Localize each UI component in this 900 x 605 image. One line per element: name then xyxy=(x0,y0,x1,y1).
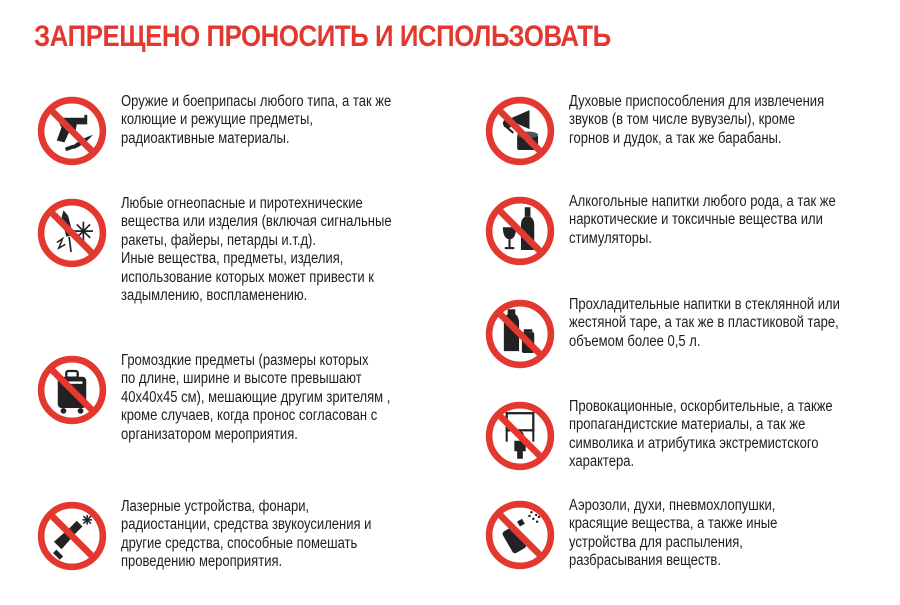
text-line: использование которых может привести к xyxy=(121,268,374,286)
item-text xyxy=(569,398,833,472)
text-line: устройства для распыления, xyxy=(569,533,743,551)
item-text xyxy=(569,193,836,248)
bottles-cans-icon xyxy=(482,296,558,372)
item-text xyxy=(121,195,392,305)
item-text xyxy=(121,93,391,148)
text-line: Лазерные устройства, фонари, xyxy=(121,498,310,515)
text-line: вещества или изделия (включая сигнальные xyxy=(121,213,392,231)
item-text xyxy=(121,352,390,444)
text-line: разбрасывания веществ. xyxy=(569,552,721,570)
text-line: горнов и дудок, а так же барабаны. xyxy=(569,129,782,147)
text-line: колющие и режущие предметы, xyxy=(121,111,313,129)
luggage-icon xyxy=(34,352,110,428)
text-line: жестяной таре, а так же в пластиковой таре, xyxy=(569,314,839,332)
text-line: символика и атрибутика экстремистского xyxy=(569,434,819,452)
text-line: стимуляторы. xyxy=(569,229,653,247)
banner-person-icon xyxy=(482,398,558,474)
alcohol-icon xyxy=(482,193,558,269)
text-line: задымлению, воспламенению. xyxy=(121,287,308,305)
text-line: объемом более 0,5 л. xyxy=(569,332,701,350)
text-line: ракеты, файеры, петарды и.т.д). xyxy=(121,231,317,249)
spray-can-icon xyxy=(482,497,558,573)
text-line: по длине, ширине и высоте превышают xyxy=(121,370,362,388)
text-line: кроме случаев, когда пронос согласован с xyxy=(121,407,378,425)
text-line: наркотические и токсичные вещества или xyxy=(569,211,823,229)
text-line: Любые огнеопасные и пиротехнические xyxy=(121,195,363,212)
flashlight-laser-icon xyxy=(34,498,110,574)
text-line: Аэрозоли, духи, пневмохлопушки, xyxy=(569,497,776,514)
text-line: Прохладительные напитки в стеклянной или xyxy=(569,296,840,313)
item-text xyxy=(121,498,371,572)
text-line: радиоактивные материалы. xyxy=(121,129,290,147)
weapon-icon xyxy=(34,93,110,169)
text-line: радиостанции, средства звукоусиления и xyxy=(121,516,372,534)
text-line: Алкогольные напитки любого рода, а так же xyxy=(569,193,836,210)
text-line: Громоздкие предметы (размеры которых xyxy=(121,352,369,369)
item-text xyxy=(569,497,777,571)
item-text xyxy=(569,93,824,148)
text-line: другие средства, способные помешать xyxy=(121,534,358,552)
text-line: проведению мероприятия. xyxy=(121,553,283,571)
text-line: организатором мероприятия. xyxy=(121,425,298,443)
text-line: Иные вещества, предметы, изделия, xyxy=(121,250,344,268)
text-line: звуков (в том числе вувузелы), кроме xyxy=(569,111,796,129)
text-line: Провокационные, оскорбительные, а также xyxy=(569,398,833,415)
horn-drum-icon xyxy=(482,93,558,169)
fireworks-icon xyxy=(34,195,110,271)
text-line: Оружие и боеприпасы любого типа, а так же xyxy=(121,93,392,110)
text-line: красящие вещества, а также иные xyxy=(569,515,778,533)
text-line: пропагандистские материалы, а так же xyxy=(569,416,806,434)
item-text xyxy=(569,296,840,351)
text-line: 40х40х45 см), мешающие другим зрителям , xyxy=(121,388,391,406)
text-line: Духовые приспособления для извлечения xyxy=(569,93,825,110)
text-line: характера. xyxy=(569,453,635,471)
page-title: ЗАПРЕЩЕНО ПРОНОСИТЬ И ИСПОЛЬЗОВАТЬ xyxy=(34,20,611,53)
